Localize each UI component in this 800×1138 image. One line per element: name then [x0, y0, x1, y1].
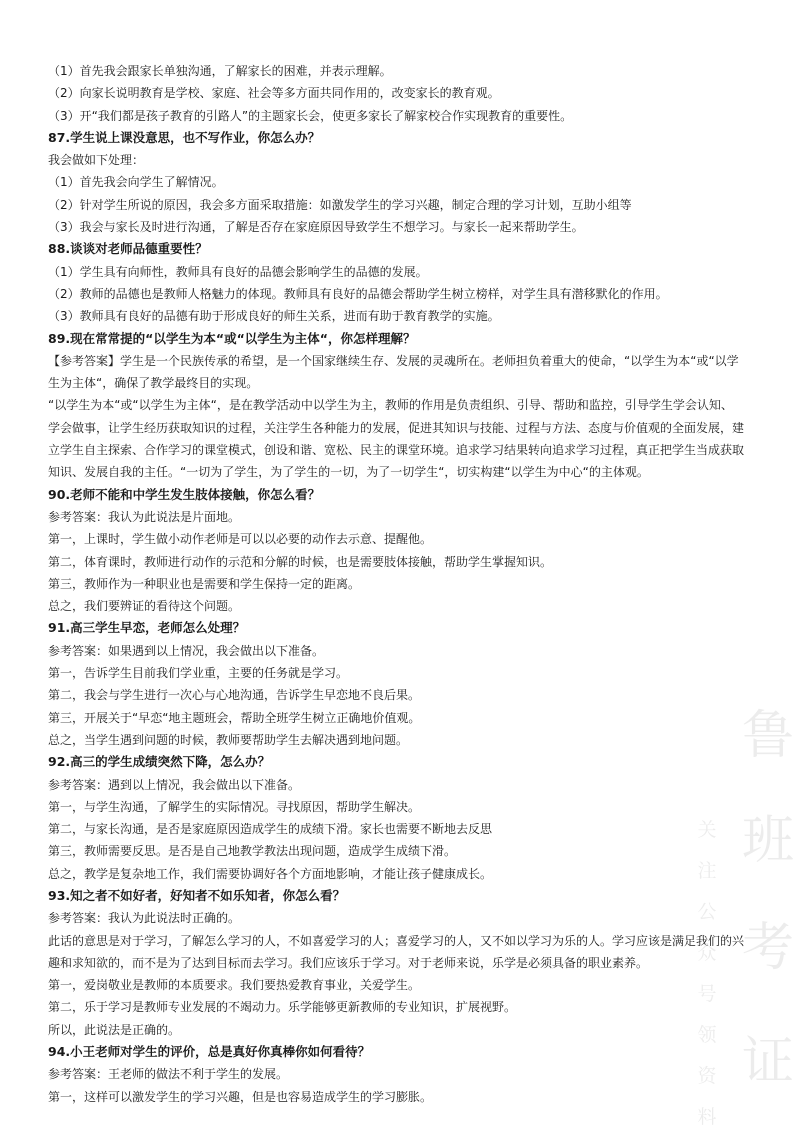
text-line: 参考答案：如果遇到以上情况，我会做出以下准备。	[48, 643, 325, 658]
watermark-caption-char: 料	[697, 1106, 717, 1128]
text-line: 学会做事，让学生经历获取知识的过程，关注学生各种能力的发展，促进其知识与技能、过程与方法、态度与价值观的全面发展，建	[48, 420, 745, 435]
text-line: 第一，爱岗敬业是教师的本质要求。我们要热爱教育事业，关爱学生。	[48, 978, 421, 993]
question-heading: 89.现在常常提的“以学生为本“或“以学生为主体“，你怎样理解？	[48, 330, 416, 346]
watermark-caption-char: 资	[697, 1065, 717, 1087]
text-line: 第二，我会与学生进行一次心与心地沟通，告诉学生早恋地不良后果。	[48, 688, 421, 703]
watermark-char: 班	[742, 811, 795, 871]
text-line: 第一，这样可以激发学生的学习兴趣，但是也容易造成学生的学习膨胀。	[48, 1089, 433, 1104]
text-line: 【参考答案】学生是一个民族传承的希望，是一个国家继续生存、发展的灵魂所在。老师担负着重大的使命，“以学生为本“或“以学	[48, 353, 739, 368]
question-heading: 94.小王老师对学生的评价，总是真好你真棒你如何看待？	[48, 1044, 371, 1060]
watermark-char: 证	[742, 1032, 795, 1092]
watermark-caption-char: 领	[697, 1024, 717, 1046]
text-line: 第一，告诉学生目前我们学业重，主要的任务就是学习。	[48, 666, 349, 681]
text-line: 第三，教师作为一种职业也是需要和学生保持一定的距离。	[48, 576, 361, 591]
watermark-char: 考	[742, 918, 795, 978]
question-heading: 92.高三的学生成绩突然下降，怎么办？	[48, 754, 271, 770]
text-line: 此话的意思是对于学习，了解怎么学习的人，不如喜爱学习的人；喜爱学习的人，又不如以学习为乐的人。学习应该是满足我们的兴	[48, 933, 745, 948]
text-line: （1）首先我会跟家长单独沟通，了解家长的困难，并表示理解。	[48, 64, 392, 78]
text-line: 参考答案：王老师的做法不利于学生的发展。	[48, 1067, 289, 1082]
text-line: 参考答案：遇到以上情况，我会做出以下准备。	[48, 777, 301, 792]
watermark-caption-char: 公	[697, 901, 717, 923]
text-line: （1）首先我会向学生了解情况。	[48, 175, 224, 190]
text-line: （3）我会与家长及时进行沟通，了解是否存在家庭原因导致学生不想学习。与家长一起来帮助学生。	[48, 220, 584, 235]
text-line: 参考答案：我认为此说法时正确的。	[48, 911, 241, 926]
watermark-caption-char: 关	[697, 819, 717, 841]
text-line: 第三，教师需要反思。是否是自己地教学教法出现问题，造成学生成绩下滑。	[48, 844, 457, 859]
text-line: （2）向家长说明教育是学校、家庭、社会等多方面共同作用的，改变家长的教育观。	[48, 86, 500, 101]
watermark-char: 鲁	[742, 706, 795, 766]
text-line: 参考答案：我认为此说法是片面地。	[48, 509, 241, 524]
text-line: 所以，此说法是正确的。	[48, 1022, 181, 1037]
text-line: 第三，开展关于“早恋“地主题班会，帮助全班学生树立正确地价值观。	[48, 710, 421, 725]
text-line: （2）教师的品德也是教师人格魅力的体现。教师具有良好的品德会帮助学生树立榜样，对学生具有潜移默化的作用。	[48, 286, 668, 301]
question-heading: 93.知之者不如好者，好知者不如乐知者，你怎么看？	[48, 887, 346, 903]
text-line: 总之，当学生遇到问题的时候，教师要帮助学生去解决遇到地问题。	[48, 732, 409, 747]
text-line: （2）针对学生所说的原因，我会多方面采取措施：如激发学生的学习兴趣，制定合理的学习计划，互助小组等	[48, 197, 632, 212]
text-line: 立学生自主探索、合作学习的课堂模式，创设和谐、宽松、民主的课堂环境。追求学习结果转向追求学习过程，真正把学生当成获取	[48, 443, 745, 458]
watermark-caption-char: 注	[697, 860, 717, 882]
watermark-caption-char: 号	[697, 983, 717, 1005]
text-line: 趣和求知欲的，而不是为了达到目标而去学习。我们应该乐于学习。对于老师来说，乐学是必须具备的职业素养。	[48, 955, 649, 970]
text-line: 第一，与学生沟通，了解学生的实际情况。寻找原因，帮助学生解决。	[48, 799, 421, 814]
text-line: 第一，上课时，学生做小动作老师是可以以必要的动作去示意、提醒他。	[48, 532, 433, 547]
question-heading: 91.高三学生早恋，老师怎么处理？	[48, 620, 246, 636]
text-line: （3）开“我们都是孩子教育的引路人”的主题家长会，使更多家长了解家校合作实现教育的重要性。	[48, 108, 573, 123]
document-body	[48, 60, 788, 1108]
text-line: 第二，与家长沟通，是否是家庭原因造成学生的成绩下滑。家长也需要不断地去反思	[48, 822, 493, 837]
text-line: （3）教师具有良好的品德有助于形成良好的师生关系，进而有助于教育教学的实施。	[48, 309, 500, 324]
text-line: 生为主体“，确保了教学最终目的实现。	[48, 376, 259, 391]
text-line: （1）学生具有向师性，教师具有良好的品德会影响学生的品德的发展。	[48, 264, 428, 279]
question-heading: 87.学生说上课没意思，也不写作业，你怎么办？	[48, 129, 321, 145]
watermark-caption-char: 众	[697, 942, 717, 964]
text-line: 我会做如下处理：	[48, 153, 145, 168]
question-heading: 88.谈谈对老师品德重要性？	[48, 241, 208, 257]
text-line: “以学生为本“或“以学生为主体“，是在教学活动中以学生为主，教师的作用是负责组织、引导、帮助和监控，引导学生学会认知、	[48, 398, 733, 413]
text-line: 知识、发展自我的主任。“一切为了学生，为了学生的一切，为了一切学生“，切实构建“以学生为中心“的主体观。	[48, 465, 649, 480]
text-line: 总之，教学是复杂地工作，我们需要协调好各个方面地影响，才能让孩子健康成长。	[48, 866, 493, 881]
text-line: 第二，体育课时，教师进行动作的示范和分解的时候，也是需要肢体接触，帮助学生掌握知识。	[48, 554, 553, 569]
text-line: 第二，乐于学习是教师专业发展的不竭动力。乐学能够更新教师的专业知识，扩展视野。	[48, 1000, 517, 1015]
question-heading: 90.老师不能和中学生发生肢体接触，你怎么看？	[48, 486, 321, 502]
text-line: 总之，我们要辨证的看待这个问题。	[48, 599, 241, 614]
